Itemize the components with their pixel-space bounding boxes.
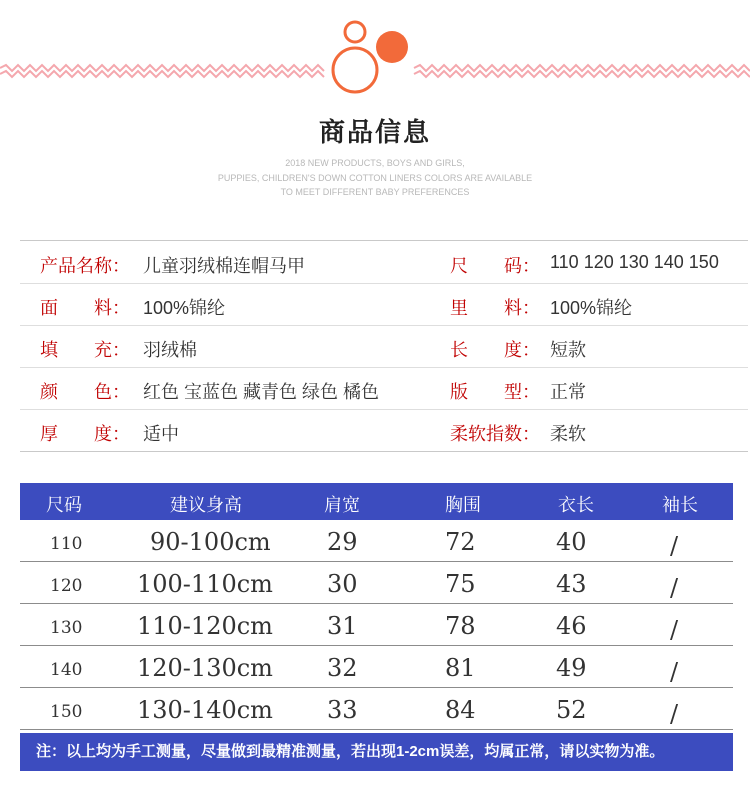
table-cell: 46 bbox=[556, 612, 587, 640]
info-value: 正常 bbox=[550, 382, 586, 402]
info-label: 填 充： bbox=[40, 340, 130, 360]
info-value: 柔软 bbox=[550, 424, 586, 444]
table-cell: 130-140cm bbox=[137, 696, 273, 724]
right-wave-line bbox=[414, 65, 750, 71]
table-cell: 120 bbox=[50, 576, 83, 596]
table-header bbox=[20, 483, 733, 520]
header-decoration bbox=[0, 0, 750, 110]
table-cell: / bbox=[670, 532, 679, 560]
table-cell: / bbox=[670, 700, 679, 728]
table-row bbox=[20, 562, 733, 604]
measurement-note: 注：以上均为手工测量，尽量做到最精准测量，若出现1-2cm误差，均属正常，请以实物为准。 bbox=[20, 733, 733, 771]
info-row bbox=[20, 367, 748, 409]
table-header-cell: 袖长 bbox=[662, 495, 698, 515]
table-cell: / bbox=[670, 574, 679, 602]
info-label: 柔软指数： bbox=[450, 424, 540, 444]
table-cell: 30 bbox=[327, 570, 358, 598]
table-cell: 75 bbox=[445, 570, 476, 598]
subtitle bbox=[0, 156, 750, 200]
table-cell: 72 bbox=[445, 528, 476, 556]
table-cell: / bbox=[670, 658, 679, 686]
info-value: 适中 bbox=[143, 424, 179, 444]
info-label: 厚 度： bbox=[40, 424, 130, 444]
info-label: 版 型： bbox=[450, 382, 540, 402]
table-header-cell: 尺码 bbox=[46, 495, 82, 515]
table-cell: 90-100cm bbox=[150, 528, 271, 556]
filled-circle-icon bbox=[376, 31, 408, 63]
table-cell: 40 bbox=[556, 528, 587, 556]
info-label: 尺 码： bbox=[450, 256, 540, 276]
info-value: 红色 宝蓝色 藏青色 绿色 橘色 bbox=[143, 382, 380, 402]
table-cell: 78 bbox=[445, 612, 476, 640]
info-value: 110 120 130 140 150 bbox=[550, 252, 719, 272]
table-cell: 31 bbox=[327, 612, 358, 640]
table-header-cell: 建议身高 bbox=[170, 495, 242, 515]
table-row bbox=[20, 604, 733, 646]
table-cell: 32 bbox=[327, 654, 358, 682]
table-header-cell: 胸围 bbox=[445, 495, 481, 515]
page-title: 商品信息 bbox=[318, 117, 431, 147]
info-row bbox=[20, 283, 748, 325]
table-cell: 43 bbox=[556, 570, 587, 598]
info-value: 儿童羽绒棉连帽马甲 bbox=[143, 256, 305, 276]
table-cell: 140 bbox=[50, 660, 83, 680]
info-row bbox=[20, 409, 748, 451]
info-row bbox=[20, 325, 748, 367]
subtitle-line: 2018 NEW PRODUCTS, BOYS AND GIRLS, bbox=[285, 158, 465, 168]
table-cell: 110 bbox=[50, 534, 83, 554]
info-value: 短款 bbox=[550, 340, 586, 360]
info-label: 颜 色： bbox=[40, 382, 130, 402]
table-row bbox=[20, 688, 733, 730]
info-row bbox=[20, 241, 748, 283]
left-wave-line-2 bbox=[0, 71, 324, 77]
table-row bbox=[20, 520, 733, 562]
info-value: 100%锦纶 bbox=[143, 298, 226, 318]
table-cell: 52 bbox=[556, 696, 587, 724]
table-cell: 81 bbox=[445, 654, 476, 682]
info-label: 产品名称： bbox=[40, 256, 130, 276]
small-circle-icon bbox=[345, 22, 365, 42]
subtitle-line: TO MEET DIFFERENT BABY PREFERENCES bbox=[280, 187, 470, 197]
table-cell: 150 bbox=[50, 702, 83, 722]
table-cell: 84 bbox=[445, 696, 476, 724]
table-header-cell: 肩宽 bbox=[324, 495, 360, 515]
info-label: 里 料： bbox=[450, 298, 540, 318]
table-header-cell: 衣长 bbox=[558, 495, 594, 515]
table-row bbox=[20, 646, 733, 688]
table-cell: 33 bbox=[327, 696, 358, 724]
info-value: 羽绒棉 bbox=[143, 340, 197, 360]
table-cell: 110-120cm bbox=[137, 612, 273, 640]
table-cell: 130 bbox=[50, 618, 83, 638]
product-info bbox=[20, 240, 748, 452]
table-cell: 29 bbox=[327, 528, 358, 556]
subtitle-line: PUPPIES, CHILDREN'S DOWN COTTON LINERS COLORS ARE AVAILABLE bbox=[217, 172, 533, 183]
table-cell: / bbox=[670, 616, 679, 644]
table-cell: 49 bbox=[556, 654, 587, 682]
table-cell: 100-110cm bbox=[137, 570, 273, 598]
table-cell: 120-130cm bbox=[137, 654, 273, 682]
info-label: 面 料： bbox=[40, 298, 130, 318]
info-label: 长 度： bbox=[450, 340, 540, 360]
info-value: 100%锦纶 bbox=[550, 298, 633, 318]
large-circle-icon bbox=[333, 48, 377, 92]
